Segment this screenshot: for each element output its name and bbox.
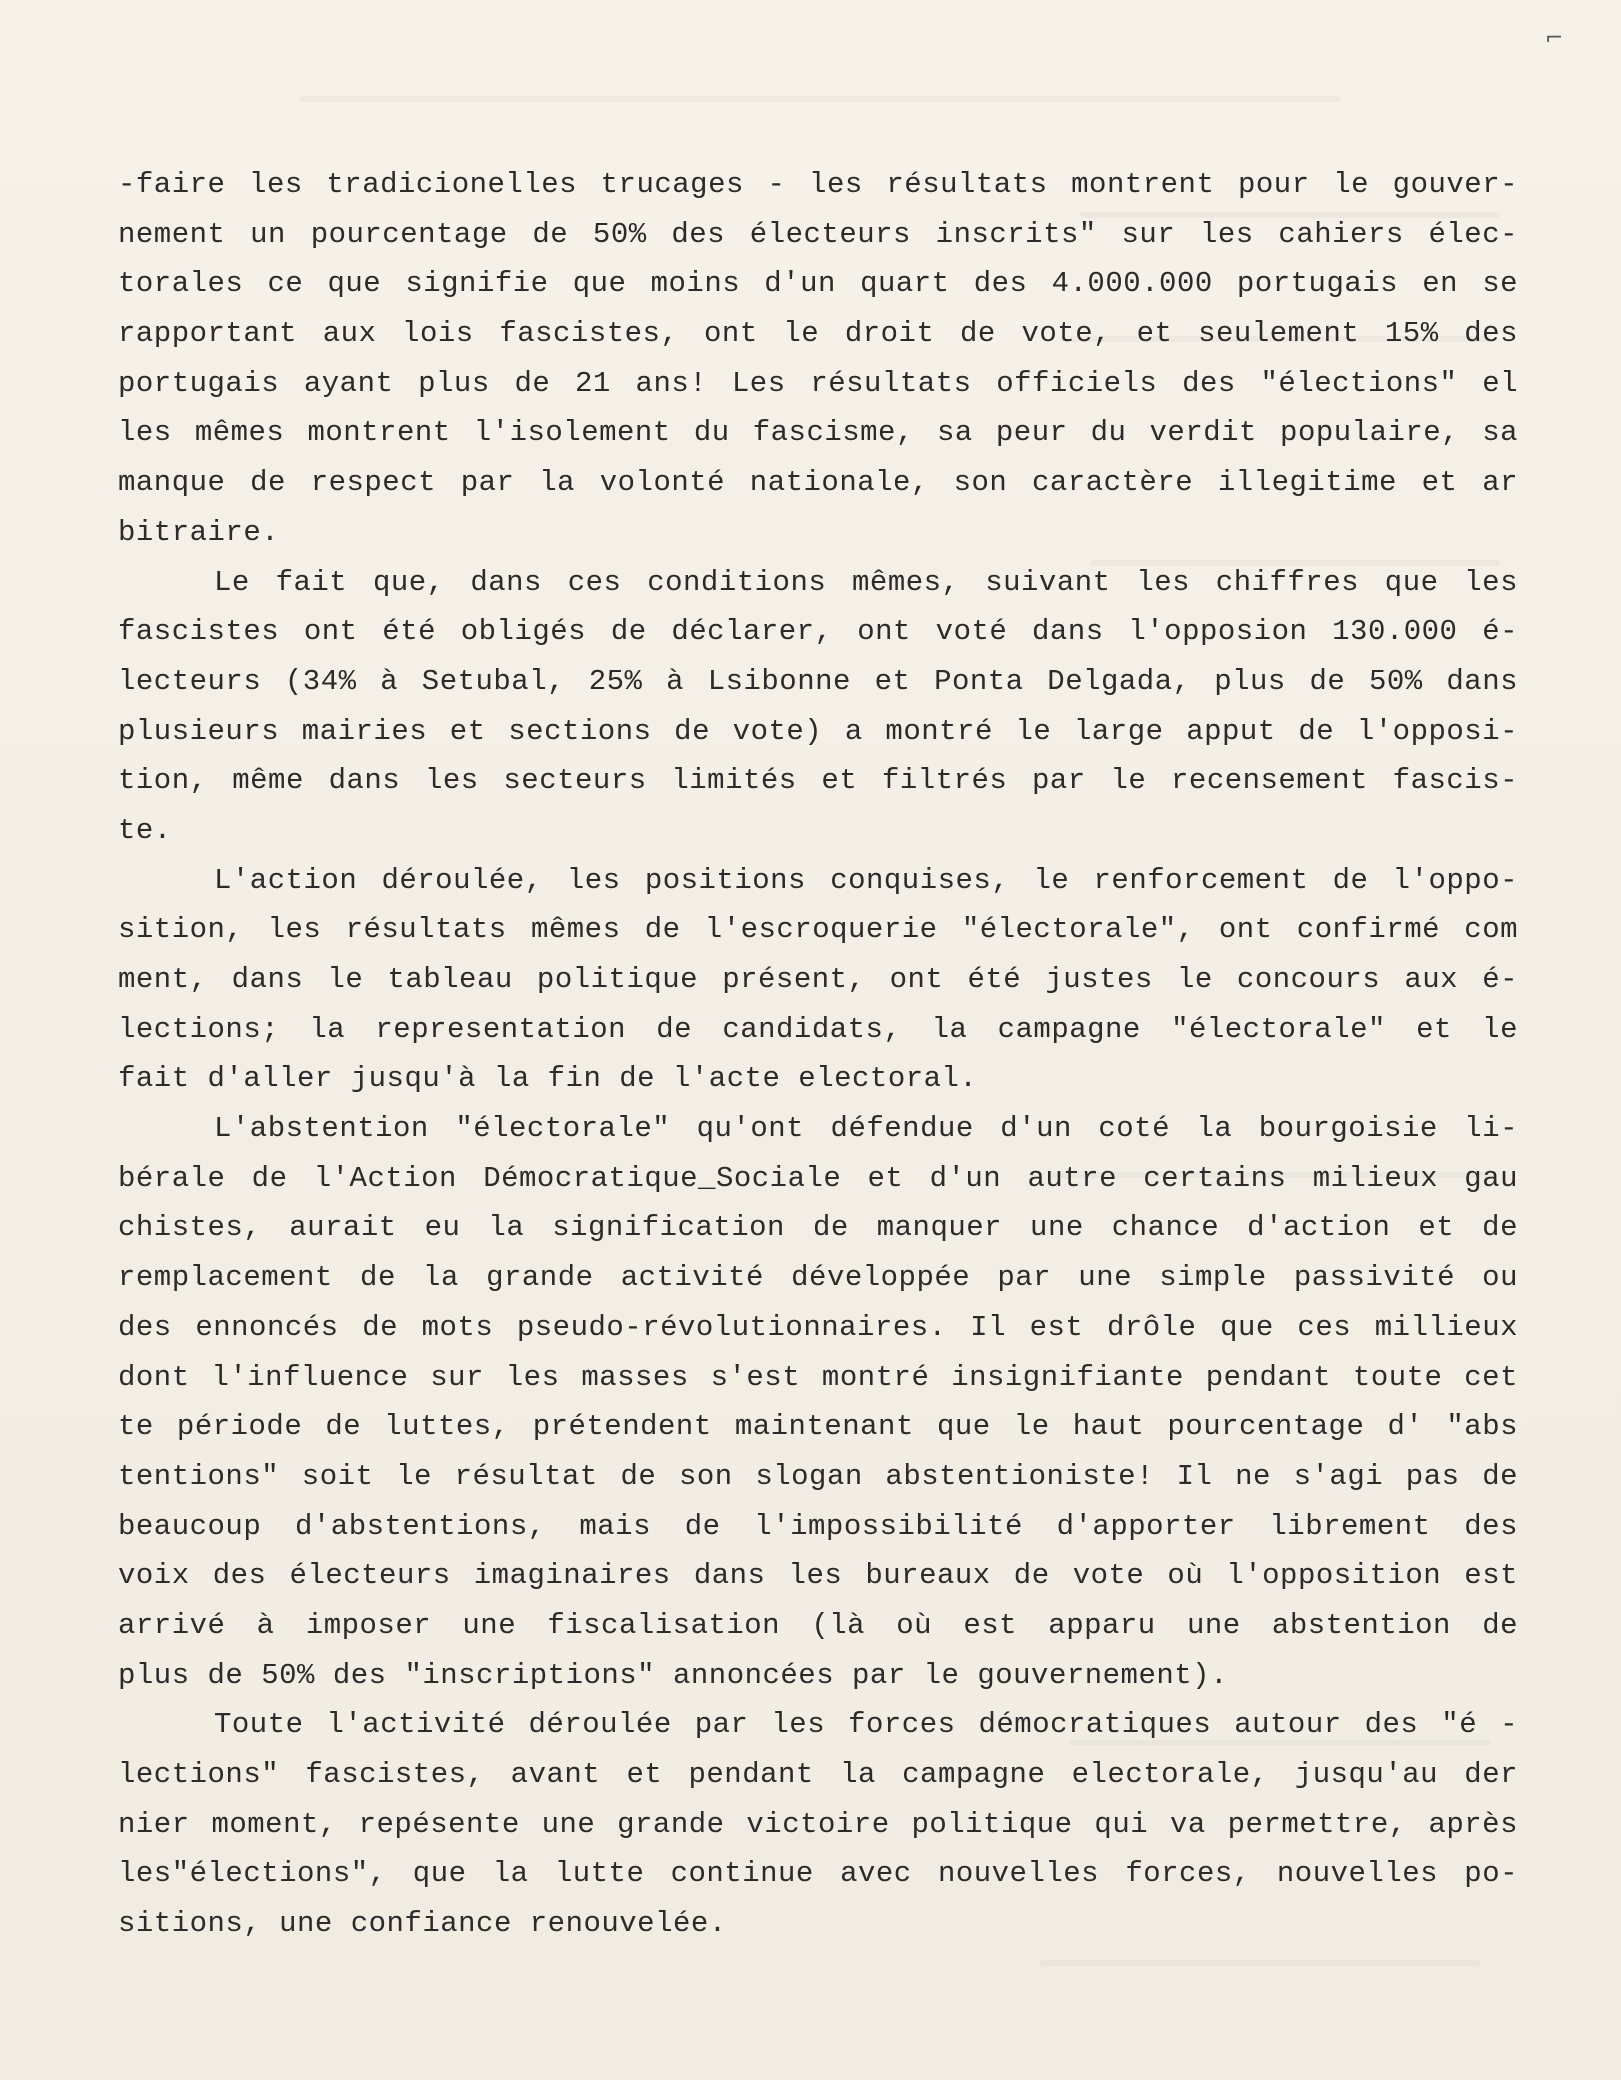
text-line: sition, les résultats mêmes de l'escroquerie "électorale", ont confirmé com xyxy=(118,913,1518,947)
text-line: portugais ayant plus de 21 ans! Les résultats officiels des "élections" el xyxy=(118,366,1518,400)
text-line: bitraire. xyxy=(118,515,280,549)
text-line: tion, même dans les secteurs limités et filtrés par le recensement fascis- xyxy=(118,764,1518,798)
text-line: L'action déroulée, les positions conquises, le renforcement de l'oppo- xyxy=(214,863,1518,897)
text-line: te. xyxy=(118,813,172,847)
text-line: bérale de l'Action Démocratique_Sociale et d'un autre certains milieux gau xyxy=(118,1161,1518,1195)
text-line: L'abstention "électorale" qu'ont défendue d'un coté la bourgoisie li- xyxy=(214,1112,1518,1146)
text-line: te période de luttes, prétendent maintenant que le haut pourcentage d' "abs xyxy=(118,1410,1518,1444)
text-line: des ennoncés de mots pseudo-révolutionnaires. Il est drôle que ces millieux xyxy=(118,1310,1518,1344)
text-line: plus de 50% des "inscriptions" annoncées par le gouvernement). xyxy=(118,1658,1228,1692)
text-line: beaucoup d'abstentions, mais de l'impossibilité d'apporter librement des xyxy=(118,1509,1518,1543)
text-line: tentions" soit le résultat de son slogan abstentioniste! Il ne s'agi pas de xyxy=(118,1459,1518,1493)
page-corner-mark: ⌐ xyxy=(1545,26,1564,51)
text-line: -faire les tradicionelles trucages - les résultats montrent pour le gouver- xyxy=(118,168,1518,201)
text-line: torales ce que signifie que moins d'un quart des 4.000.000 portugais en se xyxy=(118,267,1518,301)
text-line: lections; la representation de candidats, la campagne "électorale" et le xyxy=(118,1012,1518,1046)
text-line: arrivé à imposer une fiscalisation (là où est apparu une abstention de xyxy=(118,1608,1518,1642)
text-line: plusieurs mairies et sections de vote) a montré le large apput de l'opposi- xyxy=(118,714,1518,748)
text-line: voix des électeurs imaginaires dans les bureaux de vote où l'opposition est xyxy=(118,1559,1518,1593)
text-line: fascistes ont été obligés de déclarer, ont voté dans l'opposion 130.000 é- xyxy=(118,615,1518,649)
text-line: manque de respect par la volonté nationale, son caractère illegitime et ar xyxy=(118,466,1518,500)
text-line: lections" fascistes, avant et pendant la campagne electorale, jusqu'au der xyxy=(118,1758,1518,1791)
text-line: dont l'influence sur les masses s'est montré insignifiante pendant toute cet xyxy=(118,1360,1518,1394)
text-line: rapportant aux lois fascistes, ont le droit de vote, et seulement 15% des xyxy=(118,317,1518,351)
text-line: les"élections", que la lutte continue avec nouvelles forces, nouvelles po- xyxy=(118,1857,1518,1891)
text-line: Le fait que, dans ces conditions mêmes, suivant les chiffres que les xyxy=(214,565,1518,599)
text-line: ment, dans le tableau politique présent, ont été justes le concours aux é- xyxy=(118,963,1518,996)
text-line: les mêmes montrent l'isolement du fascisme, sa peur du verdit populaire, sa xyxy=(118,416,1518,450)
text-line: remplacement de la grande activité développée par une simple passivité ou xyxy=(118,1261,1518,1295)
text-line: Toute l'activité déroulée par les forces démocratiques autour des "é - xyxy=(214,1708,1518,1742)
text-line: nement un pourcentage de 50% des électeurs inscrits" sur les cahiers élec- xyxy=(118,217,1518,251)
text-line: sitions, une confiance renouvelée. xyxy=(118,1907,727,1941)
text-line: chistes, aurait eu la signification de manquer une chance d'action et de xyxy=(118,1211,1518,1245)
text-line: lecteurs (34% à Setubal, 25% à Lsibonne et Ponta Delgada, plus de 50% dans xyxy=(118,664,1518,698)
document-body xyxy=(118,160,1518,1949)
text-line: fait d'aller jusqu'à la fin de l'acte electoral. xyxy=(118,1062,978,1096)
text-line: nier moment, repésente une grande victoire politique qui va permettre, après xyxy=(118,1807,1518,1841)
